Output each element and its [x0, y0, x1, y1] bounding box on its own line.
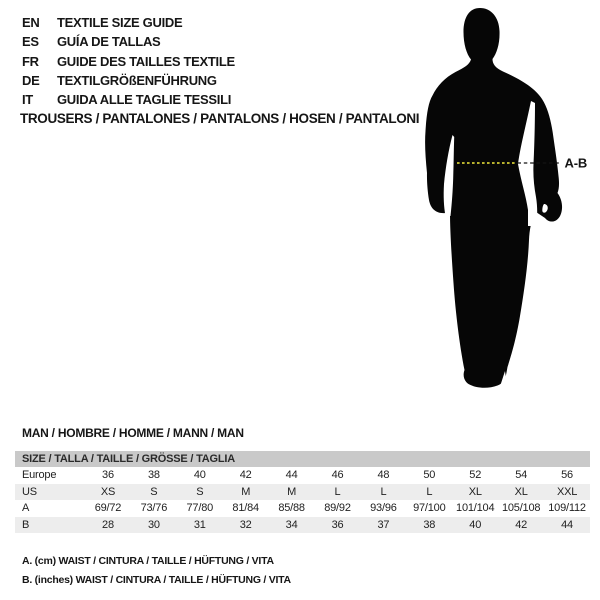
language-row-en	[22, 13, 235, 32]
table-cell: 101/104	[456, 502, 495, 515]
section-heading-man: MAN / HOMBRE / HOMME / MANN / MAN	[22, 426, 244, 440]
language-row-fr	[22, 52, 235, 71]
language-code: IT	[22, 92, 33, 108]
note-b-inches: B. (inches) WAIST / CINTURA / TAILLE / HÜFTUNG / VITA	[22, 573, 291, 586]
table-cell: S	[150, 485, 158, 498]
size-table	[15, 451, 590, 533]
table-row-b-inches	[15, 517, 590, 534]
table-cell: 30	[147, 518, 160, 531]
table-cell: 42	[515, 518, 528, 531]
language-code: EN	[22, 15, 40, 31]
language-code: ES	[22, 34, 39, 50]
table-cell: 36	[102, 469, 114, 482]
table-cell: 48	[377, 469, 390, 482]
measure-label-ab: A-B	[564, 155, 588, 171]
row-label: A	[22, 502, 30, 515]
table-row-us	[15, 484, 590, 501]
table-cell: 34	[285, 518, 298, 531]
table-cell: XXL	[556, 485, 578, 498]
table-cell: 31	[193, 518, 206, 531]
table-cell: L	[380, 485, 387, 498]
language-label: TEXTILE SIZE GUIDE	[57, 15, 183, 31]
table-row-europe	[15, 467, 590, 484]
language-row-de	[22, 71, 235, 90]
row-label: US	[22, 485, 37, 498]
table-cell: 89/92	[324, 502, 351, 515]
language-code: DE	[22, 73, 40, 89]
table-cell: 42	[239, 469, 252, 482]
table-cell: XS	[100, 485, 116, 498]
table-cell: 40	[193, 469, 206, 482]
table-cell: M	[241, 485, 251, 498]
table-cell: 69/72	[94, 502, 122, 515]
table-cell: 44	[285, 469, 298, 482]
language-label: GUIDA ALLE TAGLIE TESSILI	[57, 92, 232, 108]
table-cell: M	[287, 485, 297, 498]
table-cell: 32	[239, 518, 252, 531]
table-cell: 97/100	[413, 502, 446, 515]
table-cell: 38	[147, 469, 160, 482]
table-cell: 54	[515, 469, 528, 482]
table-cell: XL	[468, 485, 482, 498]
table-cell: 105/108	[501, 502, 541, 515]
table-cell: L	[426, 485, 433, 498]
table-cell: XL	[514, 485, 528, 498]
man-silhouette-figure	[378, 0, 600, 430]
garment-heading: TROUSERS / PANTALONES / PANTALONS / HOSEN / PANTALONI	[20, 111, 420, 126]
table-cell: 52	[469, 469, 482, 482]
language-row-es	[22, 32, 235, 51]
language-label: TEXTILGRÖßENFÜHRUNG	[57, 73, 217, 89]
table-cell: 109/112	[548, 502, 586, 515]
language-label: GUIDE DES TAILLES TEXTILE	[57, 53, 235, 69]
table-cell: 73/76	[140, 502, 168, 515]
note-a-cm: A. (cm) WAIST / CINTURA / TAILLE / HÜFTUNG / VITA	[22, 555, 274, 567]
table-cell: 77/80	[186, 502, 214, 515]
table-cell: 81/84	[232, 502, 259, 515]
table-cell: 44	[561, 518, 573, 531]
table-cell: 50	[423, 469, 436, 482]
table-cell: 56	[561, 469, 573, 482]
table-cell: S	[196, 485, 204, 498]
language-code: FR	[22, 53, 39, 69]
table-cell: 40	[469, 518, 482, 531]
table-cell: 37	[377, 518, 390, 531]
table-cell: 38	[423, 518, 436, 531]
language-row-it	[22, 90, 235, 109]
table-cell: 36	[331, 518, 344, 531]
size-table-header	[15, 451, 590, 467]
table-cell: 28	[102, 518, 114, 531]
row-label: B	[22, 518, 30, 531]
language-list	[22, 13, 235, 109]
table-cell: L	[334, 485, 341, 498]
table-row-a-cm	[15, 500, 590, 517]
row-label: Europe	[22, 469, 57, 482]
measure-notes	[22, 552, 291, 590]
table-cell: 93/96	[370, 502, 397, 515]
table-cell: 46	[331, 469, 344, 482]
table-cell: 85/88	[278, 502, 305, 515]
language-label: GUÍA DE TALLAS	[57, 34, 161, 50]
size-table-header-label: SIZE / TALLA / TAILLE / GRÖSSE / TAGLIA	[22, 453, 236, 465]
